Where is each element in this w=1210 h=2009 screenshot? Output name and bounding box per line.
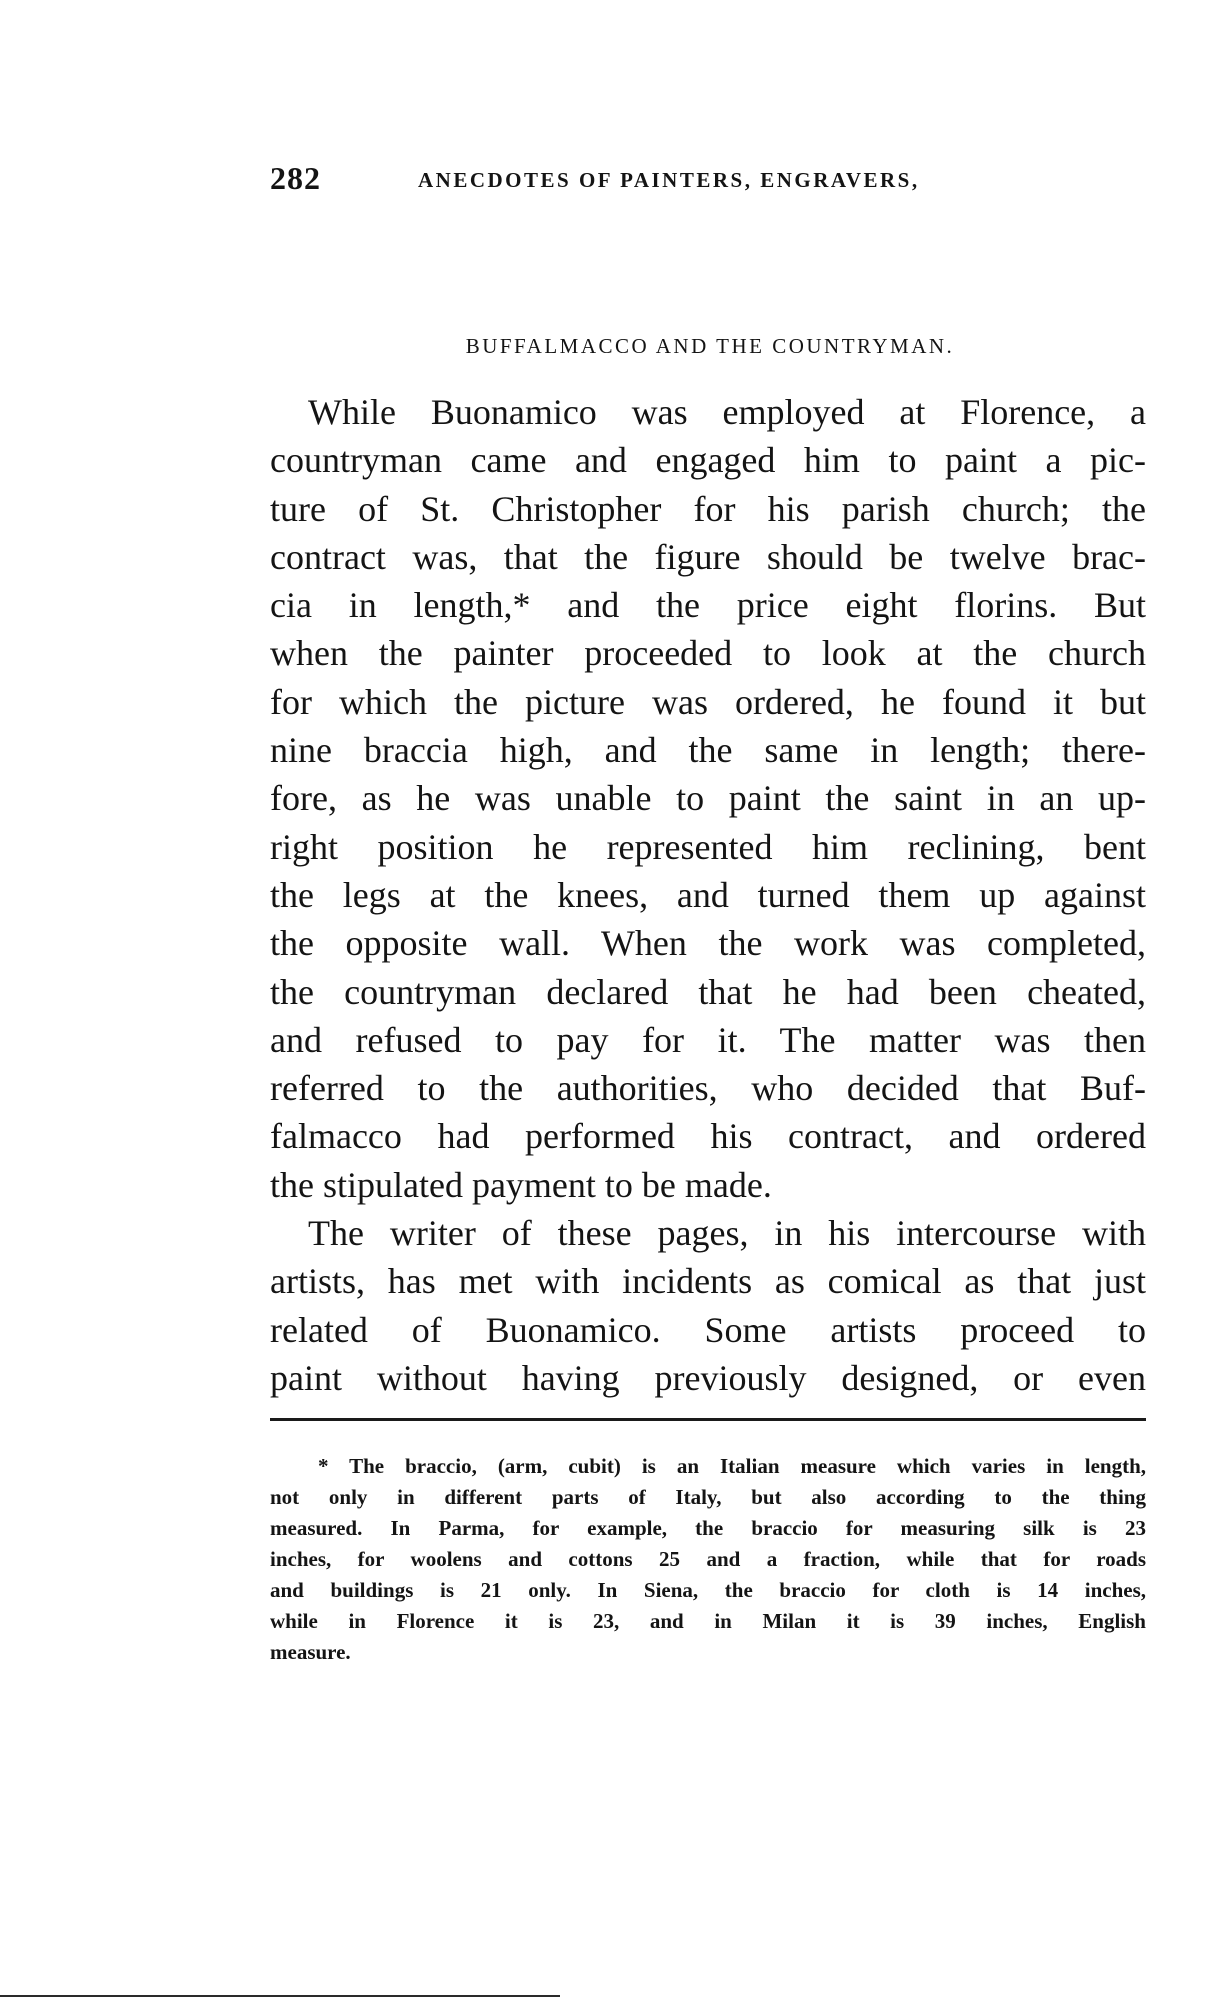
body-line: related of Buonamico. Some artists proceed to — [270, 1309, 1146, 1350]
footnote-line: measured. In Parma, for example, the braccio for measuring silk is 23 — [270, 1516, 1146, 1540]
body-line: when the painter proceeded to look at the church — [270, 633, 1146, 674]
body-line: right position he represented him reclining, bent — [270, 826, 1146, 867]
body-line: the legs at the knees, and turned them up against — [270, 874, 1146, 915]
footnote-line: measure. — [270, 1640, 351, 1664]
body-line: ture of St. Christopher for his parish church; the — [270, 488, 1146, 529]
page-edge-mark — [0, 1995, 560, 1997]
body-line: countryman came and engaged him to paint a pic- — [270, 440, 1146, 481]
body-line: for which the picture was ordered, he found it but — [270, 681, 1146, 722]
body-line: artists, has met with incidents as comical as that just — [270, 1261, 1146, 1302]
page-number: 282 — [270, 160, 321, 196]
body-line: paint without having previously designed, or even — [270, 1357, 1146, 1398]
body-line: contract was, that the figure should be twelve brac- — [270, 536, 1146, 577]
body-line: nine braccia high, and the same in length; there- — [270, 730, 1146, 771]
footnote-line: * The braccio, (arm, cubit) is an Italian measure which varies in length, — [318, 1454, 1146, 1478]
body-line: fore, as he was unable to paint the saint in an up- — [270, 778, 1146, 819]
body-line: the countryman declared that he had been cheated, — [270, 971, 1146, 1012]
body-line: falmacco had performed his contract, and ordered — [270, 1116, 1146, 1157]
footnote-line: not only in different parts of Italy, but also according to the thing — [270, 1485, 1146, 1509]
footnote-line: and buildings is 21 only. In Siena, the braccio for cloth is 14 inches, — [270, 1578, 1146, 1602]
footnote-divider — [270, 1418, 1146, 1421]
footnote-line: while in Florence it is 23, and in Milan it is 39 inches, English — [270, 1609, 1146, 1633]
body-text — [270, 388, 1146, 1402]
body-line: While Buonamico was employed at Florence, a — [308, 392, 1146, 432]
body-line: referred to the authorities, who decided that Buf- — [270, 1068, 1146, 1109]
footnote — [270, 1451, 1146, 1668]
body-line: the opposite wall. When the work was completed, — [270, 923, 1146, 964]
running-title: ANECDOTES OF PAINTERS, ENGRAVERS, — [418, 168, 920, 192]
body-line: The writer of these pages, in his intercourse with — [308, 1213, 1146, 1254]
body-line: the stipulated payment to be made. — [270, 1164, 772, 1205]
body-line: cia in length,* and the price eight florins. But — [270, 585, 1146, 626]
body-line: and refused to pay for it. The matter was then — [270, 1019, 1146, 1060]
footnote-line: inches, for woolens and cottons 25 and a fraction, while that for roads — [270, 1547, 1146, 1571]
running-head — [270, 160, 1150, 200]
section-title: BUFFALMACCO AND THE COUNTRYMAN. — [465, 334, 955, 358]
